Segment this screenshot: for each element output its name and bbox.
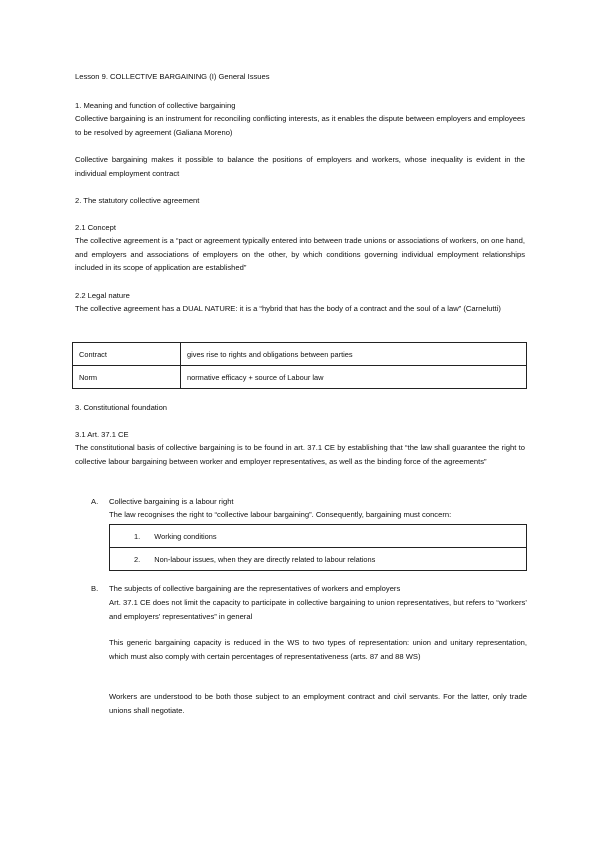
section-3-1-text: The constitutional basis of collective bargaining is to be found in art. 37.1 CE by establishing that “the law shall guarantee the right to collective labour bargaining between worker and employer representatives, as well as the binding force of the agreements”: [75, 443, 525, 466]
list-item-text: Working conditions: [154, 531, 217, 541]
section-3-heading: 3. Constitutional foundation: [75, 403, 168, 412]
table-row: [73, 343, 527, 366]
document-title: Lesson 9. COLLECTIVE BARGAINING (I) General Issues: [75, 72, 270, 81]
point-b-label: B.: [91, 584, 99, 593]
point-b-heading: The subjects of collective bargaining are the representatives of workers and employers: [109, 584, 401, 593]
point-b-paragraph-1: Art. 37.1 CE does not limit the capacity to participate in collective bargaining to union representatives, but refers to “workers’ and employers’ representatives” in general: [109, 598, 527, 621]
section-1-paragraph-1: Collective bargaining is an instrument for reconciling conflicting interests, as it enables the dispute between employers and employees to be resolved by agreement (Galiana Moreno): [75, 114, 525, 137]
point-a-label: A.: [91, 497, 99, 506]
section-2-1-heading: 2.1 Concept: [75, 223, 116, 232]
point-a-text: The law recognises the right to “collective labour bargaining”. Consequently, bargaining must concern:: [109, 510, 452, 519]
point-b-paragraph-3: Workers are understood to be both those subject to an employment contract and civil servants. For the latter, only trade unions shall negotiate.: [109, 692, 527, 715]
list-item: [110, 548, 527, 571]
list-item-number: 2.: [134, 554, 141, 564]
section-2-2-heading: 2.2 Legal nature: [75, 291, 130, 300]
table-cell-desc: normative efficacy + source of Labour law: [181, 366, 527, 389]
legal-nature-table: [72, 342, 527, 389]
list-item-number: 1.: [134, 531, 141, 541]
section-1-paragraph-2: Collective bargaining makes it possible to balance the positions of employers and workers, whose inequality is evident in the individual employment contract: [75, 155, 525, 178]
list-item: [110, 525, 527, 548]
section-2-heading: 2. The statutory collective agreement: [75, 196, 200, 205]
list-item-text: Non-labour issues, when they are directly related to labour relations: [154, 554, 376, 564]
point-b-paragraph-2: This generic bargaining capacity is reduced in the WS to two types of representation: union and unitary representation, which must also comply with certain percentages of representativeness (arts. 87 and 88 WS): [109, 638, 527, 661]
bargaining-topics-list: [109, 524, 527, 571]
table-cell-desc: gives rise to rights and obligations between parties: [181, 343, 527, 366]
table-cell-term: Norm: [73, 366, 181, 389]
section-2-1-text: The collective agreement is a “pact or agreement typically entered into between trade unions or associations of workers, on one hand, and employers and associations of employers on the other, by which conditions governing individual employment relationships included in its scope of application are established”: [75, 236, 525, 272]
section-3-1-heading: 3.1 Art. 37.1 CE: [75, 430, 129, 439]
point-a-heading: Collective bargaining is a labour right: [109, 497, 234, 506]
section-2-2-text: The collective agreement has a DUAL NATURE: it is a “hybrid that has the body of a contract and the soul of a law” (Carnelutti): [75, 304, 501, 313]
section-1-heading: 1. Meaning and function of collective bargaining: [75, 101, 236, 110]
table-cell-term: Contract: [73, 343, 181, 366]
table-row: [73, 366, 527, 389]
